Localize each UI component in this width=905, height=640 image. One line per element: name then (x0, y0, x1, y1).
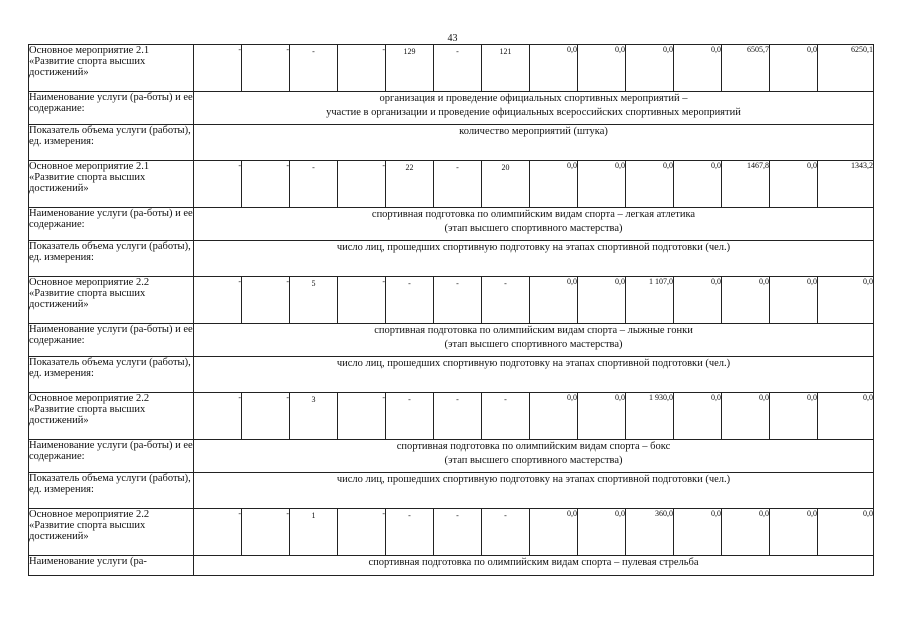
value-cell: 22 (386, 161, 434, 208)
value-cell: 0,0 (626, 45, 674, 92)
indicator-row (29, 241, 874, 277)
row-label: Наименование услуги (ра-боты) и ее содержание: (29, 440, 194, 473)
row-label: Основное мероприятие 2.2 «Развитие спорта высших достижений» (29, 393, 194, 440)
description-line: число лиц, прошедших спортивную подготовку на этапах спортивной подготовки (чел.) (336, 474, 731, 485)
value-cell: 0,0 (770, 393, 818, 440)
service-description (194, 556, 874, 576)
measure-row (29, 393, 874, 440)
value-cell: 121 (482, 45, 530, 92)
value-cell: - (290, 161, 338, 208)
row-label: Наименование услуги (ра- (29, 556, 194, 576)
description-line: спортивная подготовка по олимпийским видам спорта – пулевая стрельба (368, 557, 699, 568)
value-cell: 0,0 (770, 277, 818, 324)
value-cell: 0,0 (722, 509, 770, 556)
description-line: участие в организации и проведение официальных всероссийских спортивных мероприятий (326, 107, 741, 118)
value-cell: 6505,7 (722, 45, 770, 92)
value-cell: 0,0 (674, 277, 722, 324)
value-cell: 0,0 (770, 509, 818, 556)
value-cell: - (482, 509, 530, 556)
value-cell: - (194, 393, 242, 440)
value-cell: - (434, 393, 482, 440)
service-row (29, 92, 874, 125)
measure-row (29, 509, 874, 556)
value-cell: 1467,8 (722, 161, 770, 208)
description-line: спортивная подготовка по олимпийским видам спорта – легкая атлетика (371, 209, 696, 220)
description-line: (этап высшего спортивного мастерства) (444, 455, 623, 466)
indicator-row (29, 125, 874, 161)
value-cell: - (482, 277, 530, 324)
value-cell: 0,0 (530, 509, 578, 556)
service-description (194, 208, 874, 241)
value-cell: 0,0 (770, 45, 818, 92)
indicator-row (29, 473, 874, 509)
value-cell: 1343,2 (818, 161, 874, 208)
row-label: Наименование услуги (ра-боты) и ее содержание: (29, 208, 194, 241)
value-cell: - (194, 277, 242, 324)
service-row (29, 208, 874, 241)
value-cell: 0,0 (722, 393, 770, 440)
value-cell: 0,0 (818, 277, 874, 324)
service-description (194, 92, 874, 125)
value-cell: 0,0 (770, 161, 818, 208)
value-cell: 1 107,0 (626, 277, 674, 324)
row-label: Показатель объема услуги (работы), ед. измерения: (29, 357, 194, 393)
measure-row (29, 45, 874, 92)
value-cell: - (338, 277, 386, 324)
value-cell: 20 (482, 161, 530, 208)
value-cell: 0,0 (578, 509, 626, 556)
row-label: Показатель объема услуги (работы), ед. измерения: (29, 473, 194, 509)
value-cell: - (338, 161, 386, 208)
indicator-description (194, 241, 874, 277)
row-label: Наименование услуги (ра-боты) и ее содержание: (29, 92, 194, 125)
value-cell: 1 (290, 509, 338, 556)
value-cell: 0,0 (530, 45, 578, 92)
row-label: Основное мероприятие 2.1 «Развитие спорта высших достижений» (29, 45, 194, 92)
value-cell: 0,0 (578, 277, 626, 324)
value-cell: 129 (386, 45, 434, 92)
description-line: число лиц, прошедших спортивную подготовку на этапах спортивной подготовки (чел.) (336, 242, 731, 253)
state-program-table (28, 44, 874, 576)
value-cell: 0,0 (674, 161, 722, 208)
value-cell: - (242, 509, 290, 556)
value-cell: 0,0 (530, 161, 578, 208)
description-line: спортивная подготовка по олимпийским видам спорта – лыжные гонки (374, 325, 693, 336)
value-cell: - (194, 45, 242, 92)
value-cell: - (242, 277, 290, 324)
page-number: 43 (447, 33, 458, 44)
value-cell: 0,0 (626, 161, 674, 208)
value-cell: 5 (290, 277, 338, 324)
value-cell: - (290, 45, 338, 92)
description-line: спортивная подготовка по олимпийским видам спорта – бокс (396, 441, 671, 452)
indicator-description (194, 357, 874, 393)
value-cell: - (434, 509, 482, 556)
value-cell: - (338, 45, 386, 92)
value-cell: - (386, 509, 434, 556)
description-line: организация и проведение официальных спортивных мероприятий – (379, 93, 688, 104)
service-row (29, 324, 874, 357)
value-cell: 0,0 (818, 509, 874, 556)
value-cell: - (194, 161, 242, 208)
measure-row (29, 161, 874, 208)
value-cell: - (386, 393, 434, 440)
value-cell: 0,0 (818, 393, 874, 440)
value-cell: - (242, 45, 290, 92)
value-cell: - (386, 277, 434, 324)
value-cell: 6250,1 (818, 45, 874, 92)
description-line: (этап высшего спортивного мастерства) (444, 339, 623, 350)
value-cell: 0,0 (722, 277, 770, 324)
value-cell: - (434, 161, 482, 208)
value-cell: - (338, 509, 386, 556)
value-cell: 360,0 (626, 509, 674, 556)
service-description (194, 324, 874, 357)
row-label: Показатель объема услуги (работы), ед. измерения: (29, 125, 194, 161)
indicator-row (29, 357, 874, 393)
value-cell: 3 (290, 393, 338, 440)
row-label: Основное мероприятие 2.2 «Развитие спорта высших достижений» (29, 277, 194, 324)
value-cell: - (242, 393, 290, 440)
row-label: Показатель объема услуги (работы), ед. измерения: (29, 241, 194, 277)
service-row (29, 440, 874, 473)
value-cell: 0,0 (674, 509, 722, 556)
value-cell: - (338, 393, 386, 440)
description-line: количество мероприятий (штука) (459, 126, 608, 137)
value-cell: - (434, 277, 482, 324)
value-cell: 0,0 (674, 45, 722, 92)
value-cell: 0,0 (530, 393, 578, 440)
service-description (194, 440, 874, 473)
service-row (29, 556, 874, 576)
row-label: Основное мероприятие 2.1 «Развитие спорта высших достижений» (29, 161, 194, 208)
value-cell: - (434, 45, 482, 92)
indicator-description (194, 473, 874, 509)
value-cell: 0,0 (578, 45, 626, 92)
value-cell: 0,0 (578, 161, 626, 208)
value-cell: 1 930,0 (626, 393, 674, 440)
description-line: (этап высшего спортивного мастерства) (444, 223, 623, 234)
row-label: Основное мероприятие 2.2 «Развитие спорта высших достижений» (29, 509, 194, 556)
value-cell: 0,0 (578, 393, 626, 440)
value-cell: - (194, 509, 242, 556)
value-cell: - (242, 161, 290, 208)
value-cell: 0,0 (674, 393, 722, 440)
measure-row (29, 277, 874, 324)
row-label: Наименование услуги (ра-боты) и ее содержание: (29, 324, 194, 357)
value-cell: 0,0 (530, 277, 578, 324)
indicator-description (194, 125, 874, 161)
value-cell: - (482, 393, 530, 440)
description-line: число лиц, прошедших спортивную подготовку на этапах спортивной подготовки (чел.) (336, 358, 731, 369)
